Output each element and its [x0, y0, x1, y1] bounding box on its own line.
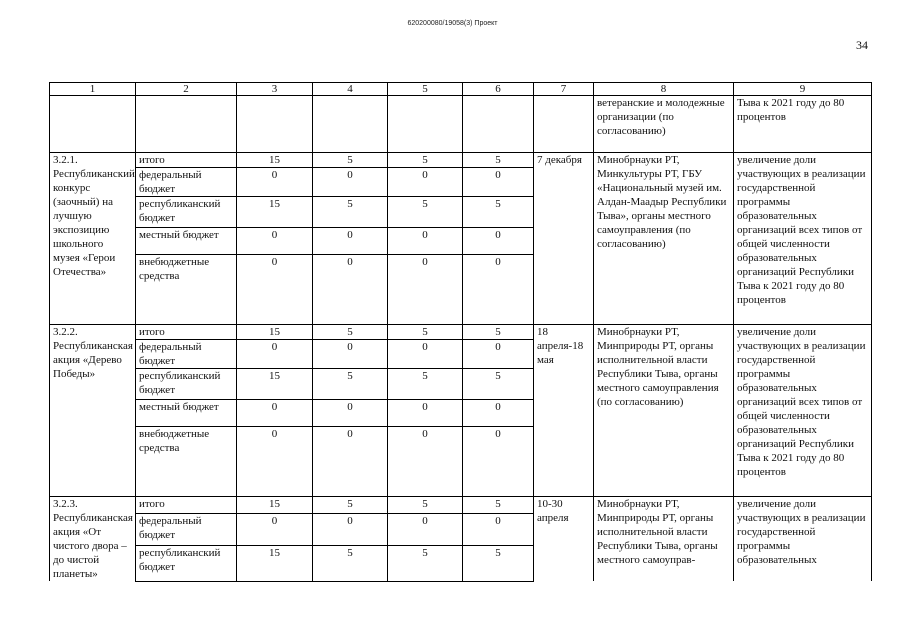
amount-cell: 5 — [388, 497, 463, 514]
amount-cell: 0 — [237, 427, 313, 497]
funding-source-cell: республиканский бюджет — [136, 369, 237, 400]
funding-source-cell: федеральный бюджет — [136, 513, 237, 545]
amount-cell: 0 — [313, 427, 388, 497]
event-name-cell: 3.2.3. Республиканская акция «От чистого двора – до чистой планеты» — [50, 497, 136, 582]
column-header: 4 — [313, 83, 388, 96]
document-header: 620200080/19058(3) Проект — [407, 20, 498, 27]
amount-cell: 0 — [388, 427, 463, 497]
column-header: 5 — [388, 83, 463, 96]
amount-cell: 0 — [237, 400, 313, 427]
amount-cell: 5 — [388, 369, 463, 400]
result-cell: увеличение доли участвующих в реализации государственной программы образовательных — [734, 497, 872, 582]
page-number: 34 — [856, 38, 868, 52]
amount-cell: 5 — [463, 325, 534, 340]
executors-cell: Минобрнауки РТ, Минприроды РТ, органы исполнительной власти Республики Тыва, органы местного самоуправления (по согласованию) — [594, 325, 734, 497]
funding-source-cell: внебюджетные средства — [136, 255, 237, 325]
amount-cell: 0 — [237, 255, 313, 325]
funding-source-cell: федеральный бюджет — [136, 168, 237, 197]
amount-cell: 0 — [463, 513, 534, 545]
event-name-cell: 3.2.2. Республиканская акция «Дерево Победы» — [50, 325, 136, 497]
amount-cell: 15 — [237, 197, 313, 228]
amount-cell: 0 — [388, 400, 463, 427]
date-cell: 7 декабря — [534, 153, 594, 325]
amount-cell: 5 — [463, 153, 534, 168]
amount-cell: 15 — [237, 153, 313, 168]
column-header: 6 — [463, 83, 534, 96]
funding-source-cell: местный бюджет — [136, 228, 237, 255]
amount-cell: 5 — [388, 153, 463, 168]
funding-source-cell: местный бюджет — [136, 400, 237, 427]
amount-cell: 0 — [313, 255, 388, 325]
amount-cell: 5 — [313, 497, 388, 514]
funding-source-cell: итого — [136, 497, 237, 514]
amount-cell: 15 — [237, 497, 313, 514]
amount-cell: 5 — [463, 545, 534, 581]
amount-cell: 15 — [237, 545, 313, 581]
amount-cell: 0 — [463, 255, 534, 325]
amount-cell: 0 — [313, 340, 388, 369]
amount-cell: 5 — [313, 197, 388, 228]
amount-cell: 0 — [313, 168, 388, 197]
funding-source-cell: республиканский бюджет — [136, 545, 237, 581]
amount-cell: 0 — [463, 168, 534, 197]
amount-cell: 0 — [237, 228, 313, 255]
amount-cell: 15 — [237, 325, 313, 340]
amount-cell: 0 — [237, 168, 313, 197]
event-name-cell: 3.2.1. Республиканский конкурс (заочный) на лучшую экспозицию школьного музея «Герои Отечества» — [50, 153, 136, 325]
continued-result: Тыва к 2021 году до 80 процентов — [734, 96, 872, 153]
executors-cell: Минобрнауки РТ, Минприроды РТ, органы исполнительной власти Республики Тыва, органы местного самоуправ- — [594, 497, 734, 582]
amount-cell: 0 — [463, 228, 534, 255]
amount-cell: 0 — [237, 513, 313, 545]
table-row — [50, 325, 872, 340]
column-header: 3 — [237, 83, 313, 96]
amount-cell: 5 — [388, 545, 463, 581]
amount-cell: 0 — [463, 400, 534, 427]
amount-cell: 5 — [388, 197, 463, 228]
result-cell: увеличение доли участвующих в реализации государственной программы образовательных организаций всех типов от общей численности образовательных организаций Республики Тыва к 2021 году до 80 процентов — [734, 325, 872, 497]
amount-cell: 5 — [463, 369, 534, 400]
amount-cell: 15 — [237, 369, 313, 400]
column-header: 8 — [594, 83, 734, 96]
amount-cell: 5 — [313, 325, 388, 340]
continued-row — [50, 96, 872, 153]
amount-cell: 0 — [313, 513, 388, 545]
funding-source-cell: внебюджетные средства — [136, 427, 237, 497]
funding-source-cell: итого — [136, 153, 237, 168]
amount-cell: 0 — [463, 340, 534, 369]
amount-cell: 5 — [313, 369, 388, 400]
continued-executors: ветеранские и молодежные организации (по согласованию) — [594, 96, 734, 153]
program-table — [49, 82, 872, 582]
funding-source-cell: федеральный бюджет — [136, 340, 237, 369]
amount-cell: 0 — [388, 340, 463, 369]
amount-cell: 0 — [313, 228, 388, 255]
amount-cell: 0 — [388, 228, 463, 255]
amount-cell: 0 — [463, 427, 534, 497]
executors-cell: Минобрнауки РТ, Минкультуры РТ, ГБУ «Национальный музей им. Алдан-Маадыр Республики Тыва», органы местного самоуправления (по согласованию) — [594, 153, 734, 325]
column-header: 7 — [534, 83, 594, 96]
amount-cell: 0 — [388, 513, 463, 545]
result-cell: увеличение доли участвующих в реализации государственной программы образовательных организаций всех типов от общей численности образовательных организаций Республики Тыва к 2021 году до 80 процентов — [734, 153, 872, 325]
amount-cell: 0 — [313, 400, 388, 427]
amount-cell: 0 — [388, 255, 463, 325]
table-row — [50, 153, 872, 168]
amount-cell: 5 — [463, 497, 534, 514]
amount-cell: 0 — [388, 168, 463, 197]
column-header: 2 — [136, 83, 237, 96]
amount-cell: 5 — [388, 325, 463, 340]
column-header: 1 — [50, 83, 136, 96]
column-number-row — [50, 83, 872, 96]
amount-cell: 5 — [463, 197, 534, 228]
column-header: 9 — [734, 83, 872, 96]
table-row — [50, 497, 872, 514]
date-cell: 18 апреля-18 мая — [534, 325, 594, 497]
funding-source-cell: республиканский бюджет — [136, 197, 237, 228]
amount-cell: 5 — [313, 153, 388, 168]
funding-source-cell: итого — [136, 325, 237, 340]
amount-cell: 5 — [313, 545, 388, 581]
date-cell: 10-30 апреля — [534, 497, 594, 582]
amount-cell: 0 — [237, 340, 313, 369]
